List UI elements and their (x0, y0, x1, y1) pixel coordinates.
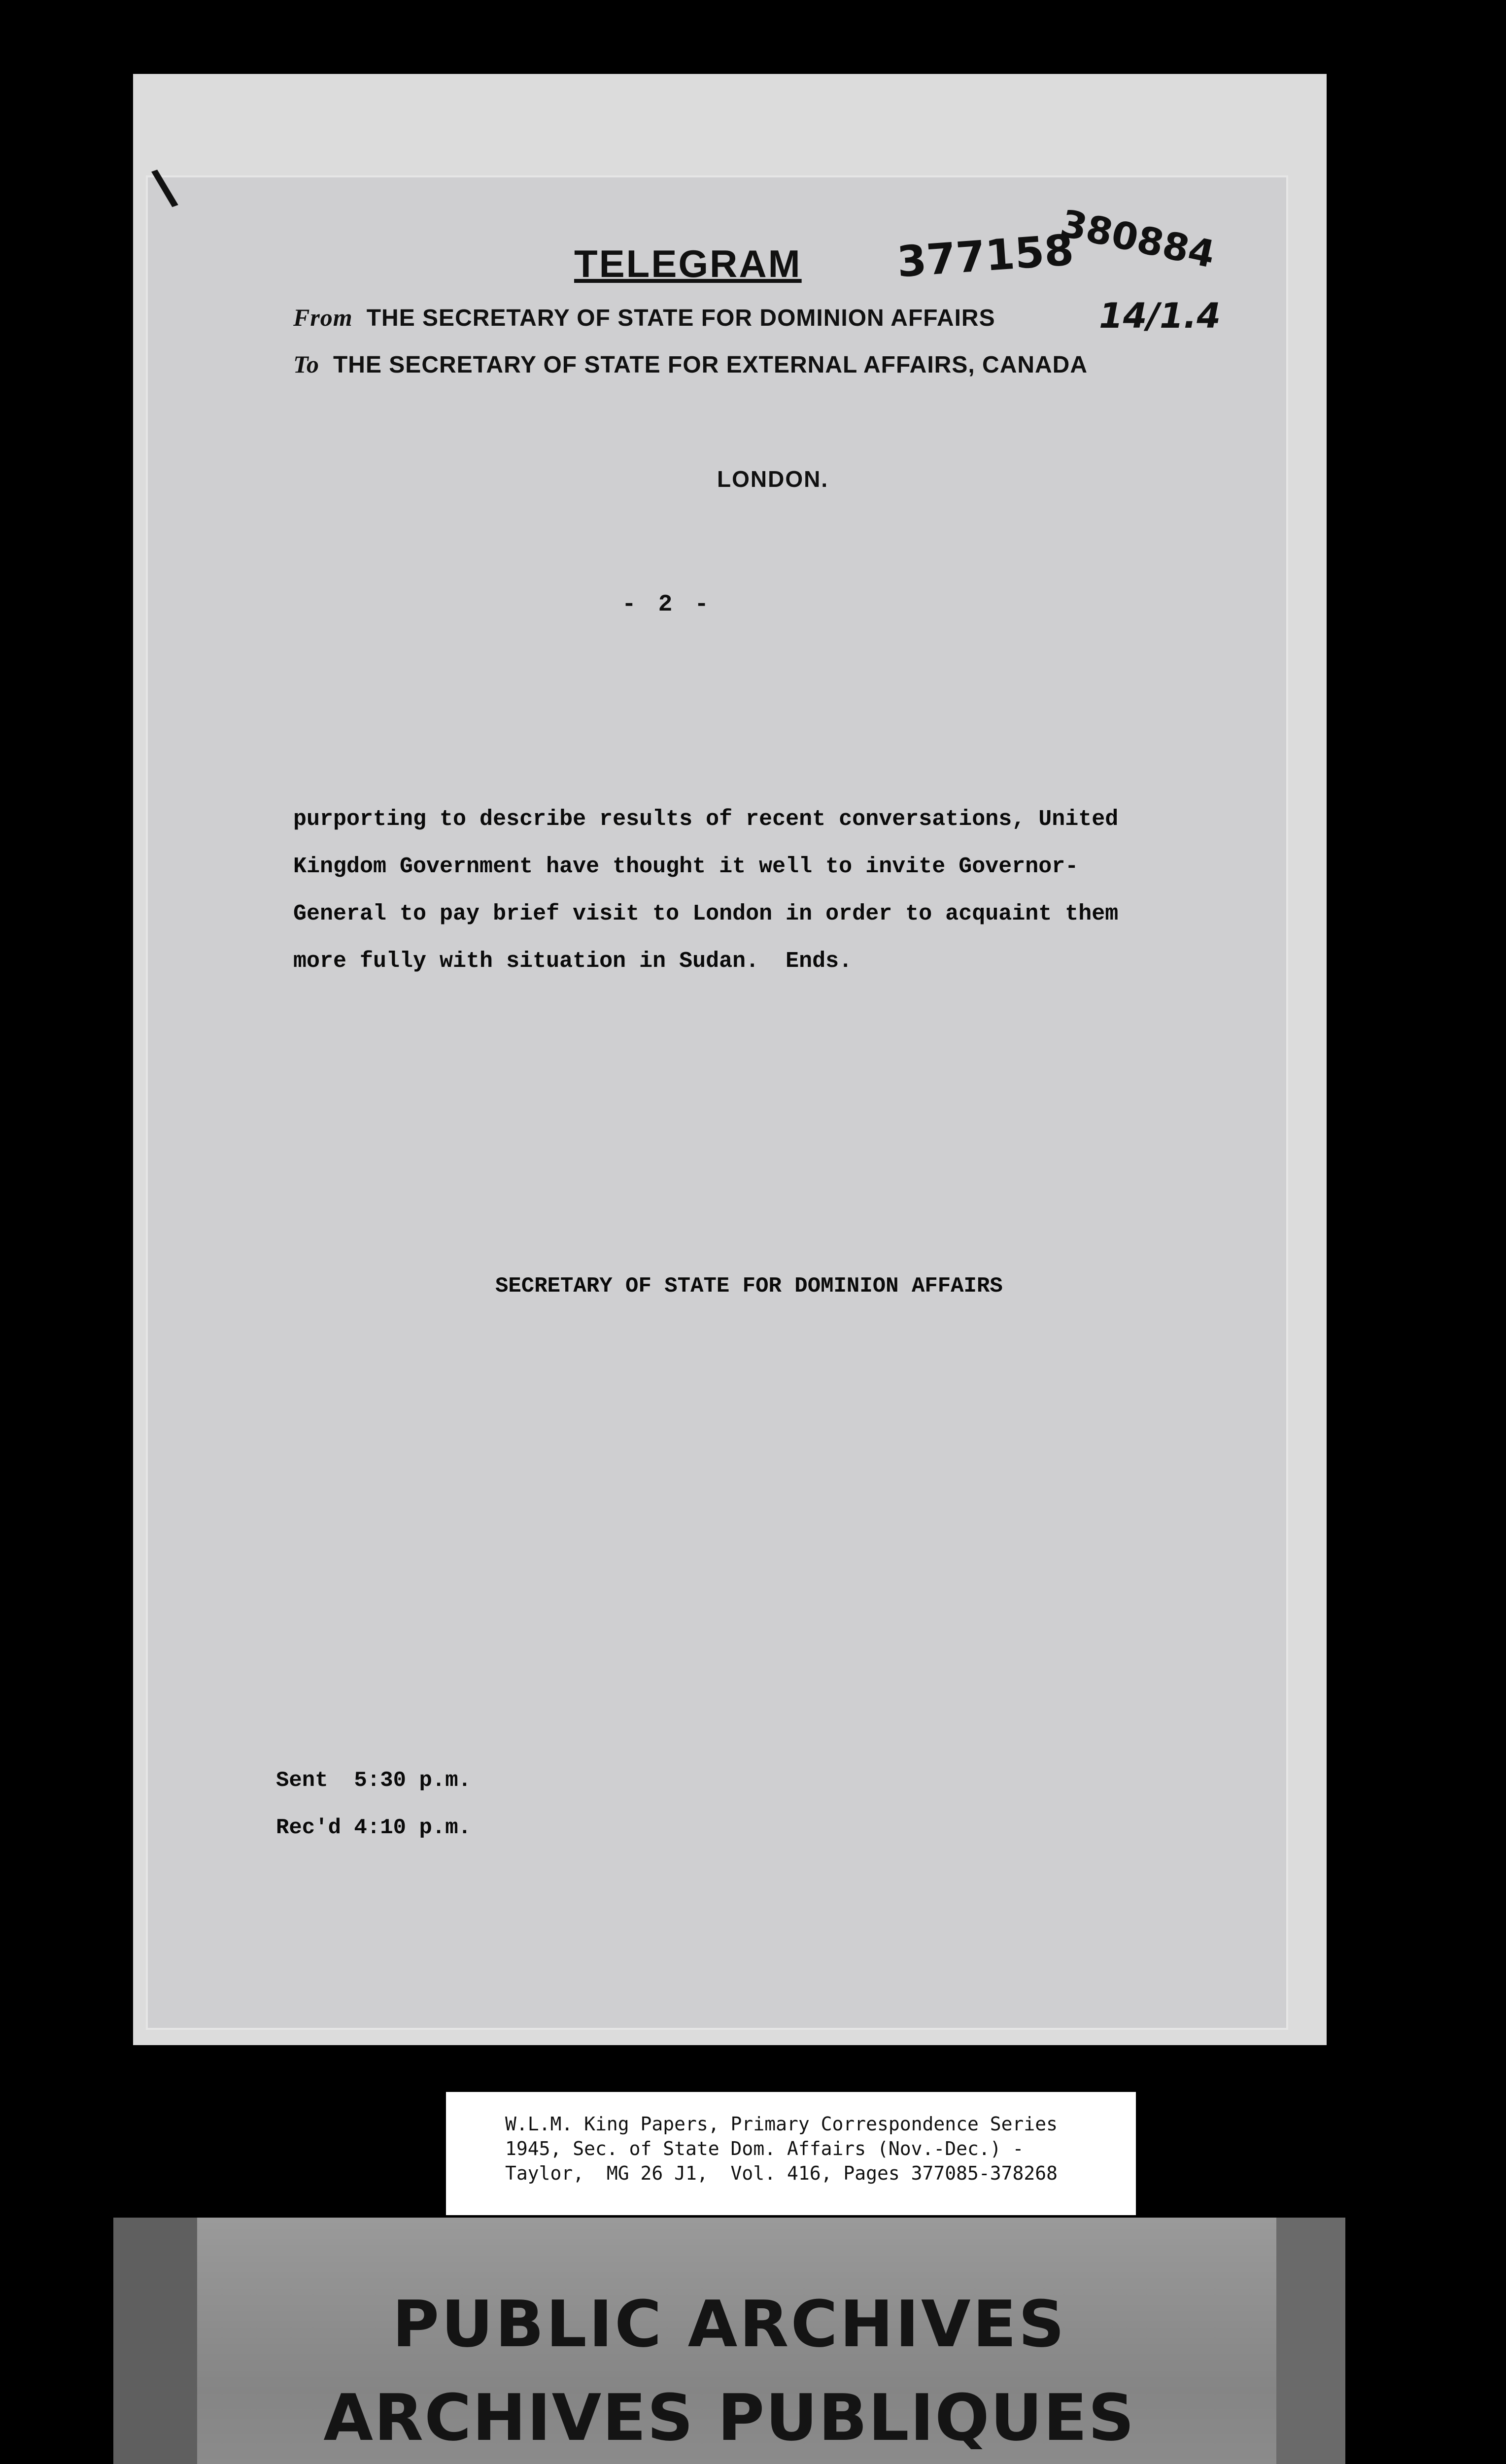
citation-line: W.L.M. King Papers, Primary Correspondence Series (505, 2113, 1058, 2135)
document-number-stamp-2: 380884 (1057, 201, 1219, 277)
message-body (293, 796, 1230, 985)
telegram-title: TELEGRAM (574, 242, 802, 285)
from-line (293, 303, 995, 332)
from-label: From (293, 304, 353, 331)
document-number-stamp: 377158 (895, 225, 1076, 287)
from-value: THE SECRETARY OF STATE FOR DOMINION AFFAIRS (366, 305, 995, 331)
sent-time: Sent 5:30 p.m. (276, 1768, 472, 1793)
telegram-page (148, 177, 1286, 2028)
body-line: more fully with situation in Sudan. Ends. (293, 949, 853, 974)
place-of-origin: LONDON. (717, 466, 829, 492)
citation-line: 1945, Sec. of State Dom. Affairs (Nov.-Dec.) - (505, 2138, 1024, 2159)
archival-citation-label (446, 2092, 1136, 2215)
corner-mark: \ (147, 158, 183, 220)
body-line: Kingdom Government have thought it well to invite Governor- (293, 854, 1079, 879)
transmission-times (276, 1757, 471, 1851)
signature-line: SECRETARY OF STATE FOR DOMINION AFFAIRS (495, 1274, 1003, 1299)
archives-title-fr: ARCHIVES PUBLIQUES (323, 2380, 1135, 2455)
body-line: purporting to describe results of recent conversations, United (293, 807, 1119, 832)
page-number: - 2 - (622, 591, 713, 618)
citation-line: Taylor, MG 26 J1, Vol. 416, Pages 377085-378268 (505, 2162, 1058, 2184)
received-time: Rec'd 4:10 p.m. (276, 1815, 472, 1840)
to-label: To (293, 350, 319, 378)
body-line: General to pay brief visit to London in order to acquaint them (293, 901, 1119, 926)
to-line (293, 350, 1088, 378)
file-reference-stamp: 14/1.4 (1099, 296, 1221, 336)
to-value: THE SECRETARY OF STATE FOR EXTERNAL AFFAIRS, CANADA (333, 352, 1088, 378)
archives-title-en: PUBLIC ARCHIVES (392, 2287, 1067, 2361)
